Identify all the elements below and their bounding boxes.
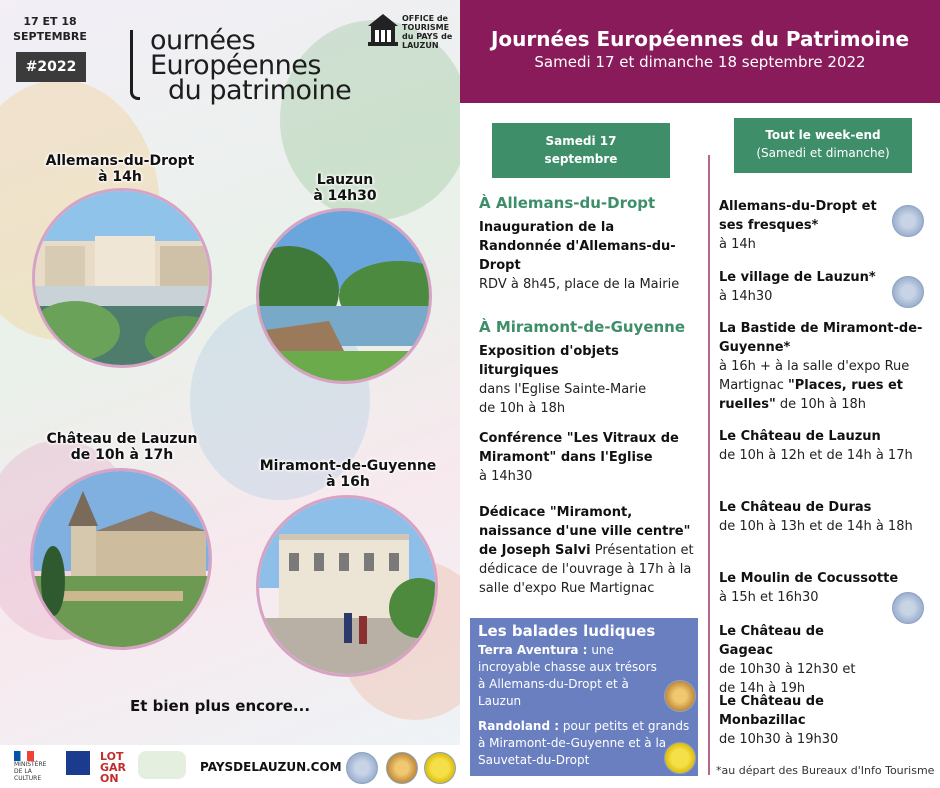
weekend-item-detail: de 10h30 à 12h30 et de 14h à 19h [719, 662, 856, 696]
visite-stamp-icon [892, 592, 924, 624]
event-conference [479, 429, 694, 486]
lot-et-garonne-logo: LOT GAR ON [100, 750, 127, 785]
randoland-icon [424, 752, 456, 784]
weekend-item-detail: de 10h à 13h et de 14h à 18h [719, 519, 913, 534]
event-exposition [479, 342, 694, 418]
weekend-item-duras [719, 498, 919, 536]
event-detail: à 14h30 [479, 469, 533, 484]
event-detail: Présentation et dédicace de l'ouvrage à 17h à la salle d'expo Rue Martignac [479, 543, 694, 596]
weekend-item-lauzun [719, 268, 899, 306]
office-logo-text: OFFICE de TOURISME du PAYS de LAUZUN [402, 14, 453, 50]
expo-title: "Places, rues et ruelles" [719, 378, 904, 412]
weekend-item-title: Le Château de Lauzun [719, 429, 881, 444]
site-label-lauzun [290, 172, 400, 204]
footnote: *au départ des Bureaux d'Info Tourisme [716, 764, 935, 777]
saturday-heading [492, 123, 670, 178]
photo-miramont [256, 495, 438, 677]
detail-text: à 16h + à la salle d'expo Rue Martignac [719, 359, 910, 393]
weekend-item-detail [719, 357, 929, 414]
place-heading-allemans: À Allemans-du-Dropt [479, 194, 656, 212]
event-dedicace [479, 503, 699, 598]
terra-aventura-icon [386, 752, 418, 784]
office-tourisme-logo [366, 12, 458, 54]
site-time: de 10h à 17h [70, 447, 174, 463]
program-title: Journées Européennes du Patrimoine [490, 27, 910, 51]
more-events-text: Et bien plus encore... [130, 697, 311, 715]
event-inauguration [479, 218, 694, 294]
column-divider [708, 155, 710, 775]
terra-aventura-label: Terra Aventura : [478, 643, 588, 657]
site-name: Château de Lauzun [46, 431, 198, 447]
event-title: Exposition d'objets liturgiques [479, 344, 619, 378]
weekend-heading-text: Tout le week-end [765, 128, 881, 142]
event-title: Conférence "Les Vitraux de Miramont" dans l'Eglise [479, 431, 679, 465]
program-subtitle: Samedi 17 et dimanche 18 septembre 2022 [534, 53, 866, 71]
event-detail: dans l'Eglise Sainte-Marie [479, 382, 647, 397]
randoland-label: Randoland : [478, 719, 560, 733]
ministere-culture-logo [14, 751, 56, 782]
weekend-heading-sub: (Samedi et dimanche) [756, 146, 890, 160]
jep-stamp-icon [346, 752, 378, 784]
place-heading-miramont: À Miramont-de-Guyenne [479, 318, 686, 336]
weekend-item-detail: à 14h [719, 237, 756, 252]
logo-line: ournées [150, 25, 256, 56]
saturday-heading-text: Samedi 17 septembre [544, 134, 618, 166]
visite-stamp-icon [892, 276, 924, 308]
weekend-item-cocussotte [719, 569, 919, 607]
bastide-icon [366, 12, 400, 52]
visite-stamp-icon [892, 205, 924, 237]
weekend-item-detail: de 10h à 12h et de 14h à 17h [719, 448, 913, 463]
weekend-item-allemans [719, 197, 879, 254]
randoland-text: pour petits et grands à Miramont-de-Guyenne et à la Sauvetat-du-Dropt [478, 719, 690, 767]
date-line: 17 ET 18 [23, 15, 77, 28]
detail-text: de 10h à 18h [779, 397, 867, 412]
year-badge: #2022 [16, 52, 86, 82]
site-time: à 14h [98, 169, 142, 185]
site-time: à 16h [326, 474, 370, 490]
weekend-item-chateau-lauzun [719, 427, 919, 465]
site-name: Miramont-de-Guyenne [259, 458, 437, 474]
event-detail: de 10h à 18h [479, 401, 566, 416]
site-name: Allemans-du-Dropt [45, 153, 195, 169]
weekend-item-title: Le village de Lauzun* [719, 270, 876, 285]
terra-aventura-item [478, 642, 664, 710]
site-label-miramont [248, 458, 448, 490]
eu-flag-logo [66, 751, 90, 775]
weekend-item-title: Le Château de Monbazillac [719, 694, 824, 728]
balades-title: Les balades ludiques [478, 622, 656, 640]
site-label-chateau-lauzun [32, 431, 212, 463]
weekend-item-bastide [719, 319, 929, 414]
event-detail: RDV à 8h45, place de la Mairie [479, 277, 680, 292]
logo-line: Européennes [150, 50, 321, 81]
weekend-item-title: Le Château de Gageac [719, 624, 824, 658]
weekend-item-gageac [719, 622, 869, 698]
program-header [460, 0, 940, 103]
weekend-item-detail: à 14h30 [719, 289, 773, 304]
event-title: Inauguration de la Randonnée d'Allemans-du-Dropt [479, 220, 676, 273]
logo-line: du patrimoine [168, 75, 352, 106]
event-dates [10, 14, 90, 44]
weekend-item-title: Le Moulin de Cocussotte [719, 571, 899, 586]
photo-lauzun [256, 208, 432, 384]
weekend-heading [734, 118, 912, 173]
site-label-allemans [30, 153, 210, 185]
weekend-item-title: Allemans-du-Dropt et ses fresques* [719, 199, 877, 233]
randoland-item [478, 718, 690, 769]
site-name: Lauzun [316, 172, 374, 188]
photo-chateau-lauzun [30, 468, 212, 650]
weekend-item-detail: à 15h et 16h30 [719, 590, 819, 605]
jep-logo [130, 25, 352, 106]
date-line: SEPTEMBRE [13, 30, 87, 43]
event-title: Dédicace "Miramont, naissance d'une ville centre" de Joseph Salvi [479, 505, 691, 558]
randoland-icon [664, 742, 696, 774]
photo-allemans [32, 188, 212, 368]
weekend-item-title: La Bastide de Miramont-de-Guyenne* [719, 321, 923, 355]
website-link[interactable]: PAYSDELAUZUN.COM [200, 760, 342, 774]
ministere-logo-text: MINISTÈRE DE LA CULTURE [14, 761, 47, 782]
terra-aventura-text: une incroyable chasse aux trésors à Allemans-du-Dropt et à Lauzun [478, 643, 657, 708]
poster-panel [0, 0, 460, 745]
weekend-item-title: Le Château de Duras [719, 500, 872, 515]
weekend-item-monbazillac [719, 692, 869, 749]
region-logo [138, 751, 186, 779]
terra-aventura-icon [664, 680, 696, 712]
site-time: à 14h30 [313, 188, 377, 204]
weekend-item-detail: de 10h30 à 19h30 [719, 732, 839, 747]
